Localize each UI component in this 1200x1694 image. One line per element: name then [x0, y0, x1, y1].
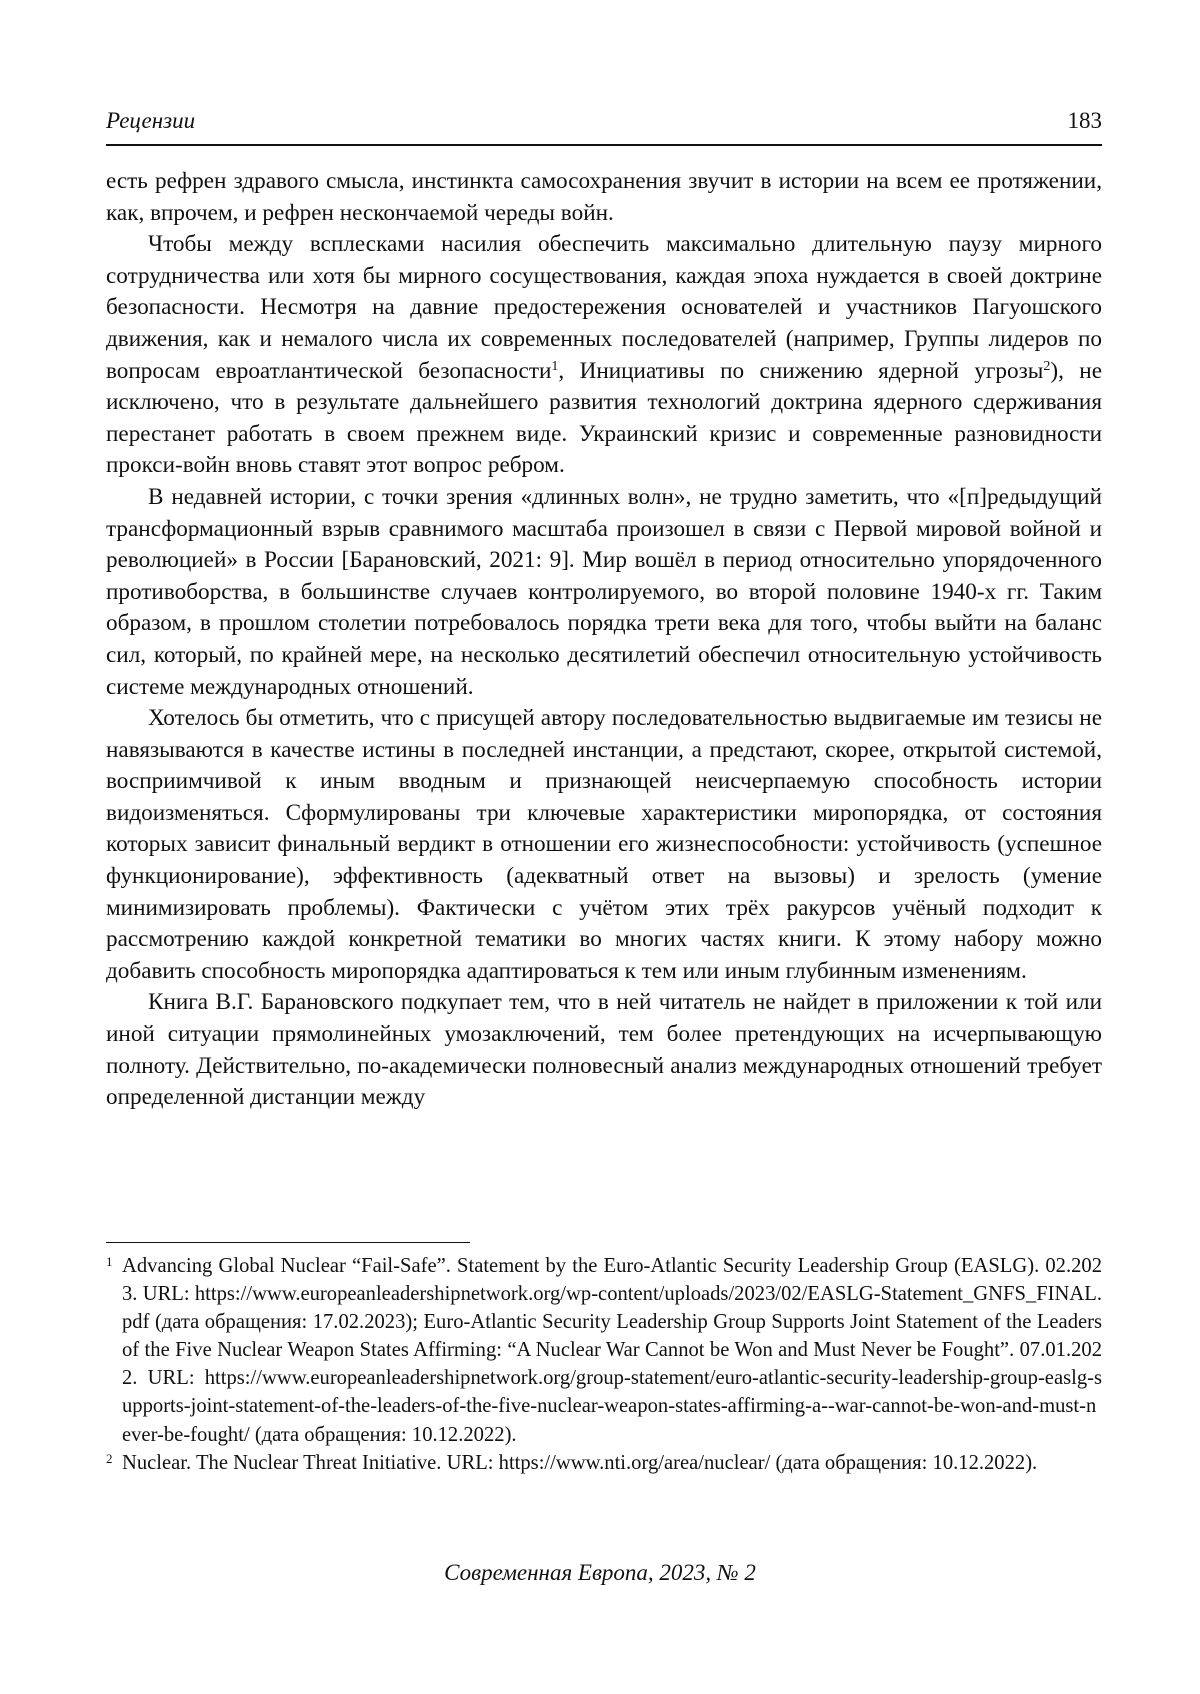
footnote-text: Advancing Global Nuclear “Fail-Safe”. Statement by the Euro-Atlantic Security Leadership Group (EASLG). 02.2023. URL: https://www.europeanleadershipnetwork.org/wp-content/uploads/2023/02/EASLG-Statement_GNFS_FINAL.pdf (дата обращения: 17.02.2023); Euro-Atlantic Security Leadership Group Supports Joint Statement of the Leaders of the Five Nuclear Weapon States Affirming: “A Nuclear War Cannot be Won and Must Never be Fought”. 07.01.2022. URL: https://www.europeanleadershipnetwork.org/group-statement/euro-atlantic-security-leadership-group-easlg-supports-joint-statement-of-the-leaders-of-the-five-nuclear-weapon-states-affirming-a--war-cannot-be-won-and-must-never-be-fought/ (дата обращения: 10.12.2022).: [122, 1255, 1102, 1446]
paragraph-1: есть рефрен здравого смысла, инстинкта самосохранения звучит в истории на всем ее протяжении, как, впрочем, и рефрен нескончаемой череды войн.: [106, 168, 1102, 226]
footnote-number: 1: [106, 1254, 113, 1269]
paragraph-4: Хотелось бы отметить, что с присущей автору последовательностью выдвигаемые им тезисы не навязываются в качестве истины в последней инстанции, а предстают, скорее, открытой системой, восприимчивой к иным вводным и признающей неисчерпаемую способность истории видоизменяться. Сформулированы три ключевые характеристики миропорядка, от состояния которых зависит финальный вердикт в отношении его жизнеспособности: устойчивость (успешное функционирование), эффективность (адекватный ответ на вызовы) и зрелость (умение минимизировать проблемы). Фактически с учётом этих трёх ракурсов учёный подходит к рассмотрению каждой конкретной тематики во многих частях книги. К этому набору можно добавить способность миропорядка адаптироваться к тем или иным глубинным изменениям.: [106, 705, 1102, 984]
footnote-number: 2: [106, 1450, 113, 1466]
paragraph-5: Книга В.Г. Барановского подкупает тем, что в ней читатель не найдет в приложении к той или иной ситуации прямолинейных умозаключений, тем более претендующих на исчерпывающую полноту. Действительно, по-академически полновесный анализ международных отношений требует определенной дистанции между: [106, 989, 1102, 1111]
paragraph-2: [106, 229, 1102, 482]
paragraph-2-part-b: , Инициативы по снижению ядерной угрозы: [558, 357, 1044, 384]
footnote-ref-1[interactable]: 1: [551, 358, 559, 374]
page-number: 183: [1067, 108, 1102, 133]
section-title: Рецензии: [106, 108, 196, 133]
footnote-divider: [106, 1242, 470, 1243]
paragraph-3: В недавней истории, с точки зрения «длинных волн», не трудно заметить, что «[п]редыдущий трансформационный взрыв сравнимого масштаба произошел в связи с Первой мировой войной и революцией» в России [Барановский, 2021: 9]. Мир вошёл в период относительно упорядоченного противоборства, в большинстве случаев контролируемого, во второй половине 1940-х гг. Таким образом, в прошлом столетии потребовалось порядка трети века для того, чтобы выйти на баланс сил, который, по крайней мере, на несколько десятилетий обеспечил относительную устойчивость системе международных отношений.: [106, 483, 1102, 700]
footnote-2: [106, 1449, 1102, 1477]
paragraph-2-part-c: ), не исключено, что в результате дальнейшего развития технологий доктрина ядерного сдерживания перестанет работать в своем прежнем виде. Украинский кризис и современные разновидности прокси-войн вновь ставят этот вопрос ребром.: [106, 357, 1102, 479]
footnote-text: Nuclear. The Nuclear Threat Initiative. URL: https://www.nti.org/area/nuclear/ (дата обращения: 10.12.2022).: [122, 1451, 1038, 1474]
footnote-1: [106, 1252, 1102, 1449]
running-header: [106, 106, 1102, 146]
body-text: [106, 166, 1102, 1114]
footnote-ref-2[interactable]: 2: [1043, 358, 1051, 374]
paragraph-2-part-a: Чтобы между всплесками насилия обеспечить максимально длительную паузу мирного сотрудничества или хотя бы мирного сосуществования, каждая эпоха нуждается в своей доктрине безопасности. Несмотря на давние предостережения основателей и участников Пагуошского движения, как и немалого числа их современных последователей (например, Группы лидеров по вопросам евроатлантической безопасности: [106, 231, 1102, 384]
footnotes: [106, 1252, 1102, 1477]
journal-footer: Современная Европа, 2023, № 2: [444, 1560, 756, 1585]
